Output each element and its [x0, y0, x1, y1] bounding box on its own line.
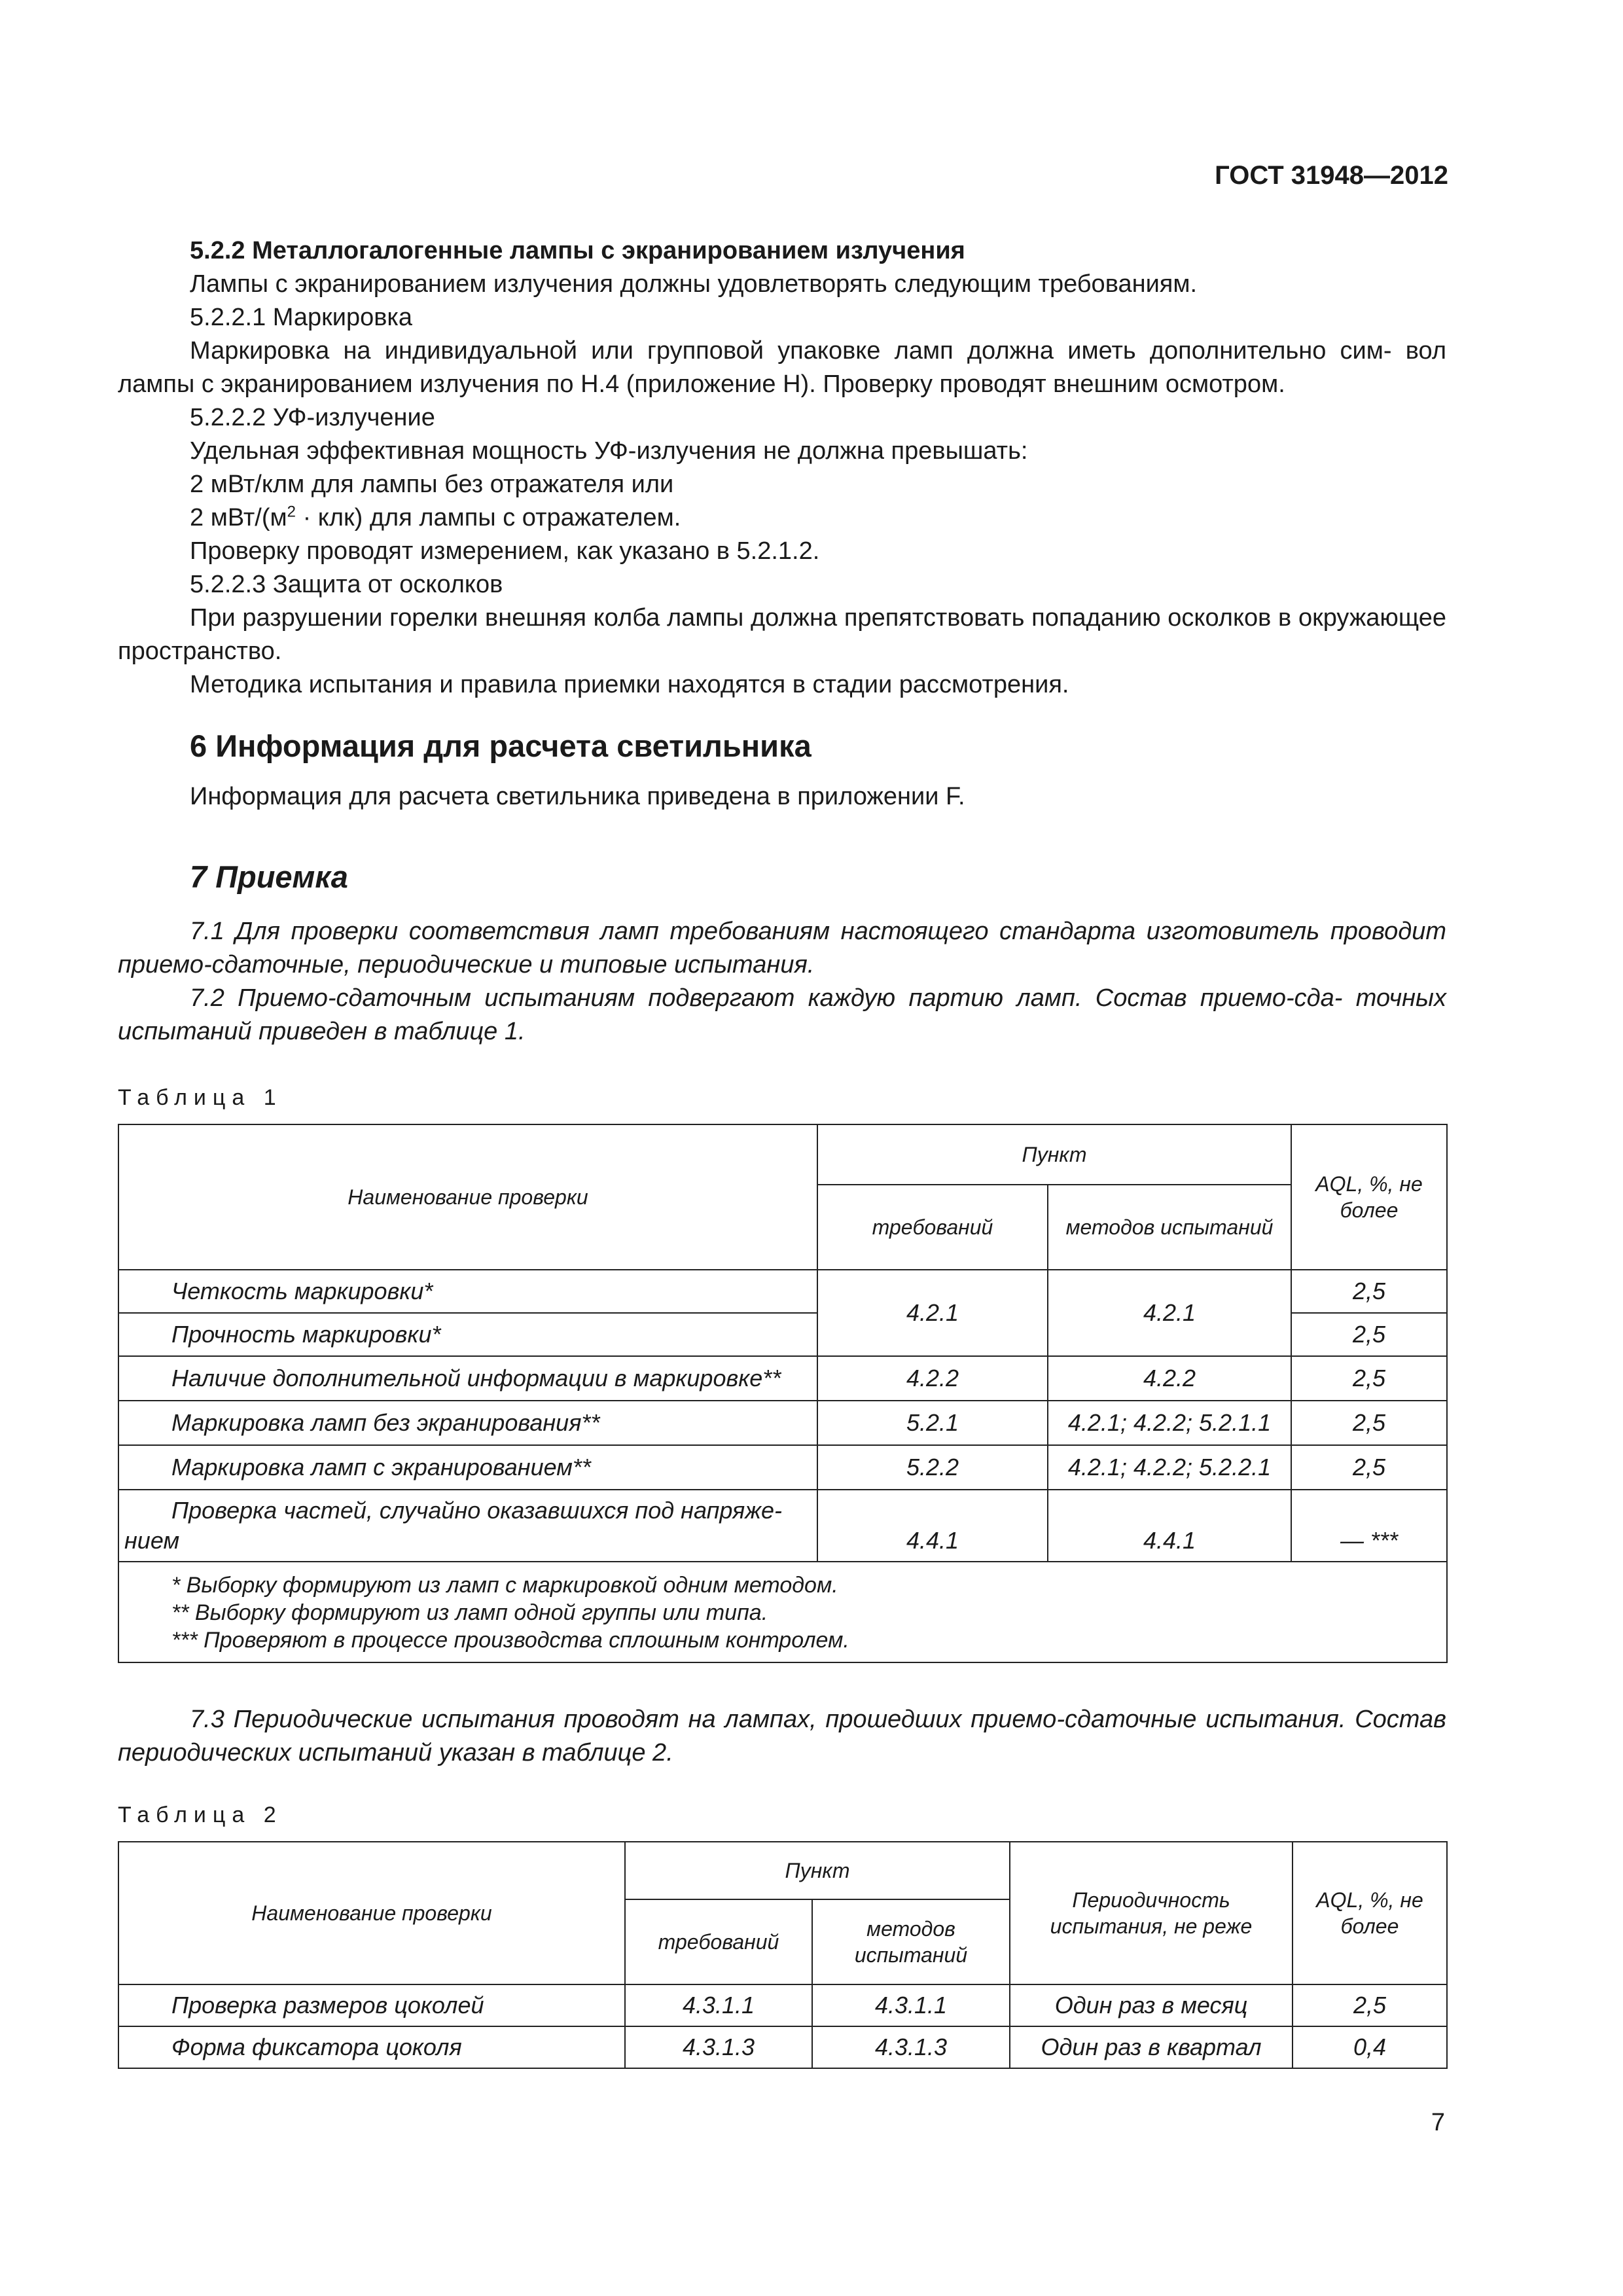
- text: · клк) для лампы с отражателем.: [296, 504, 681, 531]
- table-row: [118, 1445, 1447, 1490]
- cell-req: 4.3.1.1: [625, 1984, 812, 2026]
- header-method: методов испытаний: [1048, 1185, 1291, 1270]
- cell-name: Маркировка ламп без экранирования**: [118, 1401, 817, 1445]
- table-1: [118, 1124, 1448, 1663]
- table-row: [118, 1490, 1447, 1562]
- cell-period: Один раз в квартал: [1010, 2026, 1293, 2068]
- cell-aql: 0,4: [1293, 2026, 1447, 2068]
- text: 2 мВт/(м: [190, 504, 287, 531]
- cell-aql: 2,5: [1291, 1445, 1447, 1490]
- cell-req: 4.3.1.3: [625, 2026, 812, 2068]
- subsection-title: 5.2.2.3 Защита от осколков: [190, 571, 503, 598]
- footnote: ** Выборку формируют из ламп одной группы или типа.: [171, 1600, 768, 1625]
- paragraph: Проверку проводят измерением, как указано в 5.2.1.2.: [190, 537, 820, 565]
- cell-name: Наличие дополнительной информации в маркировке**: [118, 1356, 817, 1401]
- table-notes-row: [118, 1562, 1447, 1662]
- cell-method: 4.3.1.1: [812, 1984, 1010, 2026]
- cell-aql: — ***: [1291, 1490, 1447, 1562]
- header-name: Наименование проверки: [118, 1842, 625, 1984]
- cell-aql: 2,5: [1291, 1270, 1447, 1313]
- cell-name: Проверка частей, случайно оказавшихся под напряже- нием: [118, 1490, 817, 1562]
- page-number: 7: [1431, 2109, 1445, 2136]
- section-7: [118, 857, 1446, 1049]
- section-heading: 6 Информация для расчета светильника: [190, 728, 812, 763]
- table-row: [118, 1356, 1447, 1401]
- paragraph: [118, 501, 1446, 535]
- cell-aql: 2,5: [1291, 1401, 1447, 1445]
- cell-aql: 2,5: [1291, 1313, 1447, 1356]
- paragraph: 7.2 Приемо-сдаточным испытаниям подвергают каждую партию ламп. Состав приемо-сда- точных испытаний приведен в таблице 1.: [118, 984, 1446, 1045]
- cell-period: Один раз в месяц: [1010, 1984, 1293, 2026]
- paragraph: Маркировка на индивидуальной или групповой упаковке ламп должна иметь дополнительно сим- вол лампы с экранированием излучения по Н.4 (приложение Н). Проверку проводят внешним осмотром.: [118, 337, 1446, 398]
- section-6: [118, 726, 1446, 814]
- header-req: требований: [625, 1899, 812, 1984]
- header-method: методов испытаний: [812, 1899, 1010, 1984]
- cell-method: 4.2.1; 4.2.2; 5.2.1.1: [1048, 1401, 1291, 1445]
- cell-method: 4.2.1: [1048, 1270, 1291, 1356]
- cell-req: 4.2.1: [817, 1270, 1048, 1356]
- paragraph: 7.1 Для проверки соответствия ламп требованиям настоящего стандарта изготовитель проводит приемо-сдаточные, периодические и типовые испытания.: [118, 918, 1446, 978]
- header-period: Периодичность испытания, не реже: [1010, 1842, 1293, 1984]
- section-7-3: [118, 1703, 1446, 1770]
- paragraph: 2 мВт/клм для лампы без отражателя или: [190, 471, 674, 498]
- cell-method: 4.2.2: [1048, 1356, 1291, 1401]
- header-name: Наименование проверки: [118, 1124, 817, 1270]
- cell-method: 4.2.1; 4.2.2; 5.2.2.1: [1048, 1445, 1291, 1490]
- subsection-title: 5.2.2.1 Маркировка: [190, 304, 413, 331]
- table-row: [118, 1401, 1447, 1445]
- cell-name: Маркировка ламп с экранированием**: [118, 1445, 817, 1490]
- section-5-2-2: [118, 234, 1446, 702]
- table-2-block: [118, 1799, 1446, 2069]
- cell-name: Проверка размеров цоколей: [118, 1984, 625, 2026]
- superscript: 2: [287, 503, 296, 521]
- cell-req: 4.4.1: [817, 1490, 1048, 1562]
- section-heading: 5.2.2 Металлогалогенные лампы с экранированием излучения: [190, 237, 965, 264]
- header-point: Пункт: [817, 1124, 1291, 1185]
- cell-method: 4.4.1: [1048, 1490, 1291, 1562]
- paragraph: Информация для расчета светильника приведена в приложении F.: [190, 783, 965, 810]
- cell-req: 5.2.1: [817, 1401, 1048, 1445]
- table-notes: [118, 1562, 1447, 1662]
- table-row: [118, 2026, 1447, 2068]
- cell-name: Форма фиксатора цоколя: [118, 2026, 625, 2068]
- table-row: [118, 1984, 1447, 2026]
- header-aql: AQL, %, не более: [1293, 1842, 1447, 1984]
- cell-req: 4.2.2: [817, 1356, 1048, 1401]
- footnote: *** Проверяют в процессе производства сплошным контролем.: [171, 1628, 849, 1653]
- paragraph: Методика испытания и правила приемки находятся в стадии рассмотрения.: [190, 671, 1069, 698]
- cell-name: Прочность маркировки*: [118, 1313, 817, 1356]
- cell-aql: 2,5: [1293, 1984, 1447, 2026]
- paragraph: Лампы с экранированием излучения должны удовлетворять следующим требованиям.: [190, 270, 1198, 298]
- table-row: [118, 1270, 1447, 1313]
- cell-aql: 2,5: [1291, 1356, 1447, 1401]
- header-req: требований: [817, 1185, 1048, 1270]
- table-2: [118, 1841, 1448, 2069]
- doc-code: ГОСТ 31948—2012: [1215, 161, 1448, 190]
- paragraph: При разрушении горелки внешняя колба лампы должна препятствовать попаданию осколков в окружающее пространство.: [118, 604, 1446, 665]
- table-1-block: [118, 1081, 1446, 1663]
- cell-method: 4.3.1.3: [812, 2026, 1010, 2068]
- paragraph: 7.3 Периодические испытания проводят на лампах, прошедших приемо-сдаточные испытания. Состав периодических испытаний указан в таблице 2.: [118, 1706, 1446, 1767]
- paragraph: Удельная эффективная мощность УФ-излучения не должна превышать:: [190, 437, 1028, 465]
- table-caption: Таблица 2: [118, 1803, 283, 1827]
- header-aql: AQL, %, не более: [1291, 1124, 1447, 1270]
- subsection-title: 5.2.2.2 УФ-излучение: [190, 404, 435, 431]
- header-point: Пункт: [625, 1842, 1010, 1899]
- footnote: * Выборку формируют из ламп с маркировкой одним методом.: [171, 1573, 838, 1598]
- cell-req: 5.2.2: [817, 1445, 1048, 1490]
- section-heading: 7 Приемка: [190, 859, 348, 894]
- cell-name: Четкость маркировки*: [118, 1270, 817, 1313]
- table-caption: Таблица 1: [118, 1085, 283, 1110]
